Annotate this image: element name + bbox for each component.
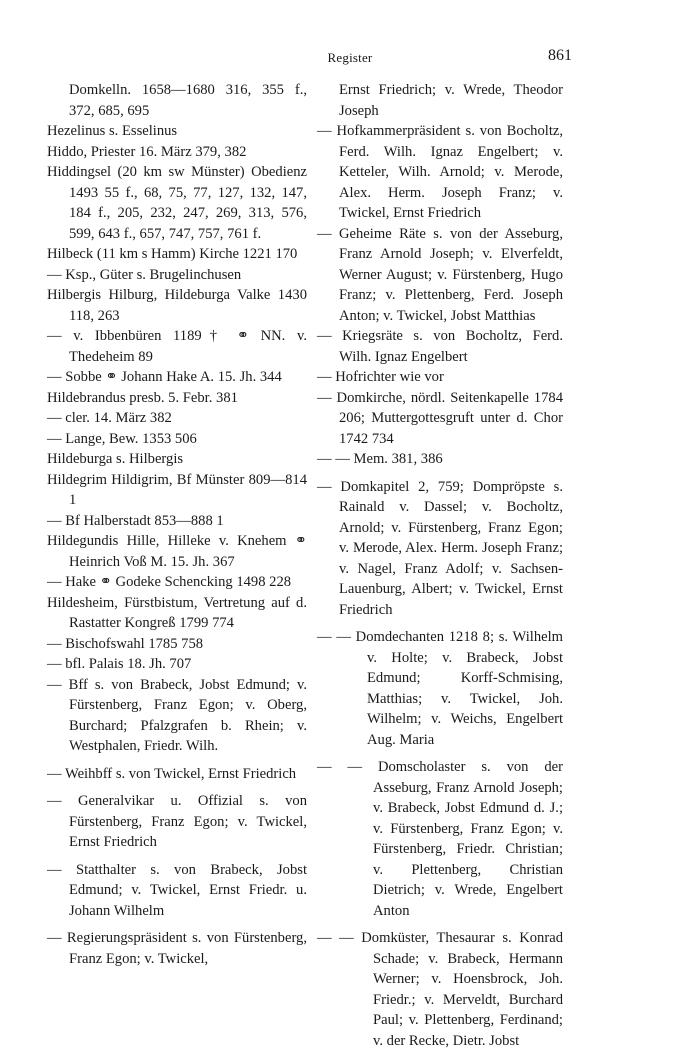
running-title: Register — [327, 50, 373, 65]
page-header — [0, 47, 700, 74]
page-number: 861 — [548, 47, 572, 64]
index-entry: — Lange, Bew. 1353 506 — [47, 430, 197, 447]
index-entry: — Sobbe ⚭ Johann Hake A. 15. Jh. 344 — [47, 369, 282, 385]
index-entry: Hildeburga s. Hilbergis — [47, 451, 184, 467]
index-entry: Hildegundis Hille, Hilleke v. Knehem ⚭ Heinrich Voß M. 15. Jh. 367 — [47, 533, 307, 570]
left-column — [47, 80, 307, 969]
index-entry: Hiddingsel (20 km sw Münster) Obedienz 1493 55 f., 68, 75, 77, 127, 132, 147, 184 f., 205, 232, 247, 269, 313, 576, 599, 643 f., 657, 747, 757, 761 f. — [47, 164, 307, 242]
index-entry: Hilbergis Hilburg, Hildeburga Valke 1430 118, 263 — [47, 287, 307, 324]
index-entry: Hildegrim Hildigrim, Bf Münster 809—814 1 — [47, 471, 307, 508]
index-entry: Ernst Friedrich; v. Wrede, Theodor Joseph — [339, 82, 563, 119]
index-entry: — Domkirche, nördl. Seitenkapelle 1784 206; Muttergottesgruft unter d. Chor 1742 734 — [317, 389, 563, 447]
index-entry: — Bff s. von Brabeck, Jobst Edmund; v. Fürstenberg, Franz Egon; v. Oberg, Burchard; Pfalzgrafen b. Rhein; v. Westphalen, Friedr. Wilh. — [47, 676, 307, 754]
index-entry: Hilbeck (11 km s Hamm) Kirche 1221 170 — [47, 246, 298, 262]
index-entry: — Bischofswahl 1785 758 — [47, 635, 204, 652]
index-entry: — Geheime Räte s. von der Asseburg, Franz Arnold Joseph; v. Elverfeldt, Werner August; v. Fürstenberg, Hugo Franz; v. Plettenberg, Ferd. Joseph Anton; v. Twickel, Jobst Matthias — [317, 225, 563, 324]
index-entry: Hildebrandus presb. 5. Febr. 381 — [47, 389, 238, 406]
index-entry: — Domkapitel 2, 759; Dompröpste s. Rainald v. Dassel; v. Bocholtz, Arnold; v. Fürstenberg, Franz Egon; v. Merode, Alex. Herm. Joseph Franz; v. Nagel, Franz Adolf; v. Sachsen-Lauenburg, Albert; v. Twickel, Ernst Friedrich — [317, 478, 563, 618]
right-column — [317, 80, 563, 1051]
index-entry: — Ksp., Güter s. Brugelinchusen — [47, 266, 242, 283]
index-entry: — — Mem. 381, 386 — [317, 451, 443, 467]
index-entry: Hezelinus s. Esselinus — [47, 123, 178, 139]
index-entry: — Generalvikar u. Offizial s. von Fürstenberg, Franz Egon; v. Twickel, Ernst Friedrich — [47, 793, 307, 850]
index-entry: — Hofrichter wie vor — [317, 369, 444, 385]
index-entry: — — Domküster, Thesaurar s. Konrad Schade; v. Brabeck, Hermann Werner; v. Hoensbrock, Joh. Friedr.; v. Merveldt, Burchard Paul; v. Plettenberg, Ferdinand; v. der Recke, Dietr. Jobst — [317, 930, 563, 1049]
index-entry: — bfl. Palais 18. Jh. 707 — [47, 656, 192, 672]
index-entry: — v. Ibbenbüren 1189† ⚭ NN. v. Thedeheim 89 — [47, 328, 307, 365]
index-entry: — Kriegsräte s. von Bocholtz, Ferd. Wilh. Ignaz Engelbert — [317, 328, 563, 365]
index-entry: — cler. 14. März 382 — [47, 410, 172, 426]
index-entry: — — Domdechanten 1218 8; s. Wilhelm v. Holte; v. Brabeck, Jobst Edmund; Korff-Schmising, Matthias; v. Twickel, Joh. Wilhelm; v. Weichs, Engelbert Aug. Maria — [317, 629, 563, 748]
index-entry: — Bf Halberstadt 853—888 1 — [47, 512, 224, 529]
index-entry: — Hake ⚭ Godeke Schencking 1498 228 — [47, 574, 292, 590]
index-entry: — — Domscholaster s. von der Asseburg, Franz Arnold Joseph; v. Brabeck, Jobst Edmund d. J.; v. Fürstenberg, Franz Egon; v. Fürstenberg, Friedr. Christian; v. Plettenberg, Christian Dietrich; v. Wrede, Engelbert Anton — [317, 759, 563, 919]
index-entry: Domkelln. 1658—1680 316, 355 f., 372, 685, 695 — [69, 82, 307, 119]
index-entry: — Hofkammerpräsident s. von Bocholtz, Ferd. Wilh. Ignaz Engelbert; v. Ketteler, Wilh. Arnold; v. Merode, Alex. Herm. Joseph Franz; v. Twickel, Ernst Friedrich — [317, 123, 563, 221]
index-entry: — Statthalter s. von Brabeck, Jobst Edmund; v. Twickel, Ernst Friedr. u. Johann Wilhelm — [47, 861, 307, 919]
index-entry: Hiddo, Priester 16. März 379, 382 — [47, 143, 247, 160]
index-entry: Hildesheim, Fürstbistum, Vertretung auf d. Rastatter Kongreß 1799 774 — [47, 594, 307, 631]
index-entry: — Regierungspräsident s. von Fürstenberg, Franz Egon; v. Twickel, — [47, 930, 307, 967]
index-entry: — Weihbff s. von Twickel, Ernst Friedrich — [47, 765, 297, 782]
